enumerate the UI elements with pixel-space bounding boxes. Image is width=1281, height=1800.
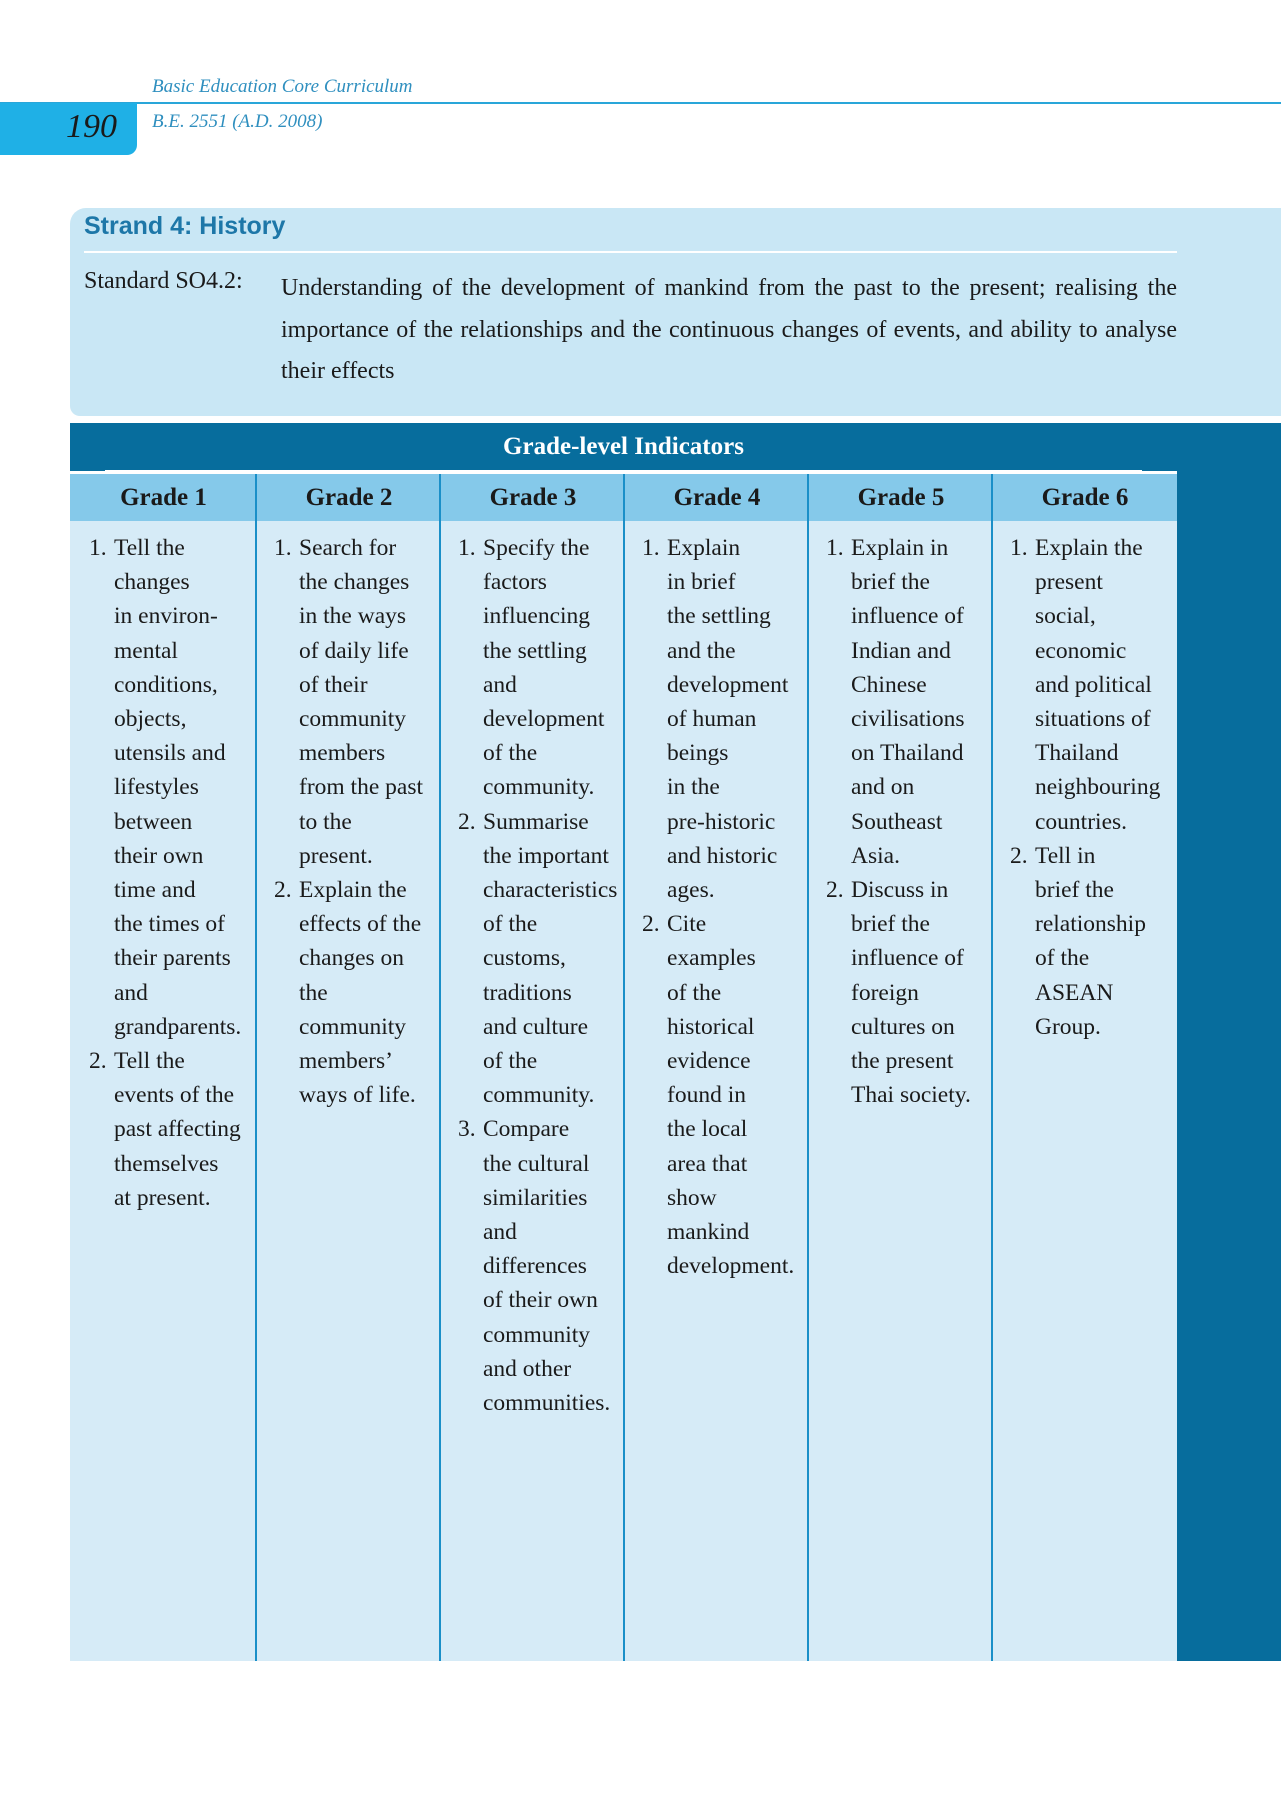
indicator-line: Discuss in — [851, 877, 949, 904]
indicator-line: social, — [1035, 603, 1096, 630]
indicator-line: members’ — [299, 1048, 393, 1075]
indicator-item — [642, 907, 806, 1283]
indicator-line: of human — [667, 706, 757, 733]
indicator-line: to the — [299, 808, 352, 835]
indicator-line: of the — [667, 979, 722, 1006]
indicator-line: past affecting — [114, 1116, 241, 1143]
indicator-number: 2. — [458, 808, 476, 835]
standard-label: Standard SO4.2: — [84, 268, 243, 294]
indicator-line: Explain the — [1035, 535, 1143, 561]
indicator-item — [642, 531, 806, 907]
indicator-line: community. — [483, 774, 595, 801]
indicator-line: historical — [667, 1013, 755, 1040]
indicator-line: mental — [114, 637, 178, 664]
indicator-line: characteristics — [483, 877, 618, 904]
indicator-line: of their — [299, 671, 368, 698]
indicator-line: the settling — [667, 603, 771, 630]
grade-4-header: Grade 4 — [673, 484, 761, 511]
table-title: Grade-level Indicators — [503, 433, 744, 460]
column-divider — [623, 474, 625, 1661]
indicator-number: 1. — [826, 535, 844, 561]
indicator-line: the important — [483, 842, 609, 869]
indicator-line: grandparents. — [114, 1013, 242, 1040]
indicator-line: changes on — [299, 945, 405, 972]
indicator-number: 2. — [274, 877, 292, 904]
grade-3-indicators — [458, 531, 622, 1420]
strand-divider — [84, 251, 1177, 253]
indicator-line: and culture — [483, 1013, 589, 1040]
indicator-number: 2. — [642, 911, 660, 938]
indicator-line: utensils and — [114, 740, 226, 767]
indicator-line: the present — [851, 1048, 954, 1075]
indicator-line: lifestyles — [114, 774, 199, 801]
indicator-line: events of the — [114, 1082, 235, 1109]
indicator-line: objects, — [114, 706, 187, 733]
indicator-line: influence of — [851, 603, 964, 630]
indicator-line: Explain in — [851, 535, 949, 561]
indicator-line: between — [114, 808, 193, 835]
indicator-line: communities. — [483, 1390, 611, 1417]
indicator-line: foreign — [851, 979, 919, 1006]
indicator-line: mankind — [667, 1219, 750, 1246]
indicator-line: civilisations — [851, 706, 965, 733]
indicator-line: relationship — [1035, 911, 1146, 938]
indicator-line: influence of — [851, 945, 964, 972]
indicator-line: pre-historic — [667, 808, 776, 835]
indicator-line: Tell the — [114, 1048, 185, 1075]
indicator-line: their parents — [114, 945, 231, 972]
indicator-line: Southeast — [851, 808, 943, 835]
indicator-line: factors — [483, 569, 547, 596]
indicator-line: and other — [483, 1355, 572, 1382]
grade-5-header: Grade 5 — [857, 484, 945, 511]
grade-1-header: Grade 1 — [120, 484, 207, 511]
indicator-number: 2. — [89, 1048, 107, 1075]
grade-4-indicators — [642, 531, 806, 1283]
indicator-line: Group. — [1035, 1013, 1101, 1040]
indicator-line: Tell the — [114, 535, 185, 561]
standard-text: Understanding of the development of mankind from the past to the present; realising the importance of the relationships and the continuous changes of events, and ability to analyse their effects — [281, 275, 1177, 384]
indicator-item — [826, 873, 990, 1112]
indicator-line: of the — [483, 911, 538, 938]
indicator-line: of the — [1035, 945, 1090, 972]
header-title: Basic Education Core Curriculum — [152, 76, 413, 97]
indicator-line: the settling — [483, 637, 587, 664]
indicator-line: community — [299, 706, 407, 733]
indicator-line: on Thailand — [851, 740, 964, 767]
indicator-number: 3. — [458, 1116, 476, 1143]
indicator-line: the changes — [299, 569, 410, 596]
grade-2-indicators — [274, 531, 438, 1112]
indicator-line: effects of the — [299, 911, 422, 938]
indicator-line: Summarise — [483, 808, 589, 835]
indicator-line: of the — [483, 1048, 538, 1075]
indicator-number: 1. — [89, 535, 107, 561]
indicator-line: area that — [667, 1150, 748, 1177]
grade-2-header: Grade 2 — [305, 484, 393, 511]
grade-6-header: Grade 6 — [1041, 484, 1129, 511]
indicator-item — [274, 531, 438, 873]
indicator-line: evidence — [667, 1048, 751, 1075]
indicator-line: countries. — [1035, 808, 1128, 835]
indicator-item — [89, 1044, 254, 1215]
indicator-line: community — [299, 1013, 407, 1040]
indicator-line: and — [114, 979, 148, 1006]
column-divider — [807, 474, 809, 1661]
indicator-line: situations of — [1035, 706, 1151, 733]
indicator-line: and political — [1035, 671, 1152, 698]
indicator-number: 1. — [642, 535, 660, 561]
indicator-line: in environ- — [114, 603, 218, 630]
indicator-line: the — [299, 979, 328, 1006]
indicator-line: Explain — [667, 535, 741, 561]
column-divider — [991, 474, 993, 1661]
indicator-line: Thai society. — [851, 1082, 971, 1109]
indicator-line: and — [483, 1219, 517, 1246]
indicator-line: Search for — [299, 535, 397, 561]
indicator-number: 1. — [1010, 535, 1028, 561]
indicator-item — [1010, 531, 1176, 839]
indicator-line: development — [667, 671, 789, 698]
indicator-line: and the — [667, 637, 736, 664]
indicator-line: brief the — [1035, 877, 1114, 904]
indicator-line: community. — [483, 1082, 595, 1109]
indicator-line: Explain the — [299, 877, 407, 904]
indicator-line: changes — [114, 569, 190, 596]
indicator-line: of their own — [483, 1287, 598, 1314]
indicator-line: community — [483, 1321, 591, 1348]
indicator-line: members — [299, 740, 386, 767]
table-title-band — [70, 423, 1177, 471]
indicator-line: ages. — [667, 877, 715, 904]
indicator-number: 1. — [274, 535, 292, 561]
indicator-item — [458, 531, 622, 805]
indicator-line: Asia. — [851, 842, 900, 869]
indicator-line: the cultural — [483, 1150, 590, 1177]
indicator-line: in the — [667, 774, 720, 801]
indicator-line: the local — [667, 1116, 748, 1143]
indicator-line: development. — [667, 1253, 795, 1280]
indicator-line: similarities — [483, 1184, 588, 1211]
indicator-line: of daily life — [299, 637, 409, 664]
indicator-line: in brief — [667, 569, 736, 596]
column-divider — [255, 474, 257, 1661]
indicator-line: show — [667, 1184, 717, 1211]
indicator-line: ASEAN — [1035, 979, 1114, 1006]
indicator-line: from the past — [299, 774, 423, 801]
indicator-line: differences — [483, 1253, 587, 1280]
indicator-line: ways of life. — [299, 1082, 416, 1109]
indicator-line: in the ways — [299, 603, 407, 630]
indicator-line: conditions, — [114, 671, 218, 698]
grade-6-indicators — [1010, 531, 1176, 1044]
indicator-line: and on — [851, 774, 915, 801]
indicator-line: influencing — [483, 603, 591, 630]
indicator-line: at present. — [114, 1184, 211, 1211]
indicator-line: economic — [1035, 637, 1127, 664]
indicator-line: development — [483, 706, 605, 733]
indicator-line: themselves — [114, 1150, 219, 1177]
right-margin-bar — [1177, 423, 1281, 1661]
indicator-line: Cite — [667, 911, 707, 938]
indicator-line: present — [1035, 569, 1103, 596]
indicator-line: brief the — [851, 569, 930, 596]
grade-5-indicators — [826, 531, 990, 1112]
indicator-line: traditions — [483, 979, 572, 1006]
indicator-line: neighbouring — [1035, 774, 1161, 801]
strand-title: Strand 4: History — [84, 212, 286, 240]
indicator-line: and — [483, 671, 517, 698]
indicator-item — [826, 531, 990, 873]
indicator-item — [274, 873, 438, 1112]
grade-1-indicators — [89, 531, 254, 1215]
indicator-line: the times of — [114, 911, 225, 938]
indicator-line: beings — [667, 740, 729, 767]
indicator-line: cultures on — [851, 1013, 955, 1040]
indicator-line: present. — [299, 842, 373, 869]
indicator-number: 1. — [458, 535, 476, 561]
header-rule — [0, 102, 1281, 104]
indicator-item — [1010, 839, 1176, 1044]
header-subtitle: B.E. 2551 (A.D. 2008) — [152, 111, 323, 132]
indicator-line: Compare — [483, 1116, 570, 1143]
indicator-line: and historic — [667, 842, 778, 869]
indicator-line: customs, — [483, 945, 566, 972]
indicator-line: brief the — [851, 911, 930, 938]
indicator-line: Thailand — [1035, 740, 1119, 767]
page-number: 190 — [66, 108, 117, 145]
indicator-line: Tell in — [1035, 842, 1096, 869]
indicator-number: 2. — [1010, 842, 1028, 869]
indicator-line: Indian and — [851, 637, 951, 664]
indicator-line: found in — [667, 1082, 746, 1109]
column-divider — [439, 474, 441, 1661]
indicator-line: time and — [114, 877, 196, 904]
indicator-item — [458, 1112, 622, 1420]
indicator-number: 2. — [826, 877, 844, 904]
indicator-line: their own — [114, 842, 204, 869]
table-title-underline — [105, 470, 1142, 472]
indicator-line: Chinese — [851, 671, 927, 698]
indicator-line: examples — [667, 945, 756, 972]
grade-3-header: Grade 3 — [489, 484, 577, 511]
indicator-line: of the — [483, 740, 538, 767]
indicator-item — [458, 805, 622, 1113]
indicator-line: Specify the — [483, 535, 590, 561]
indicator-item — [89, 531, 254, 1044]
